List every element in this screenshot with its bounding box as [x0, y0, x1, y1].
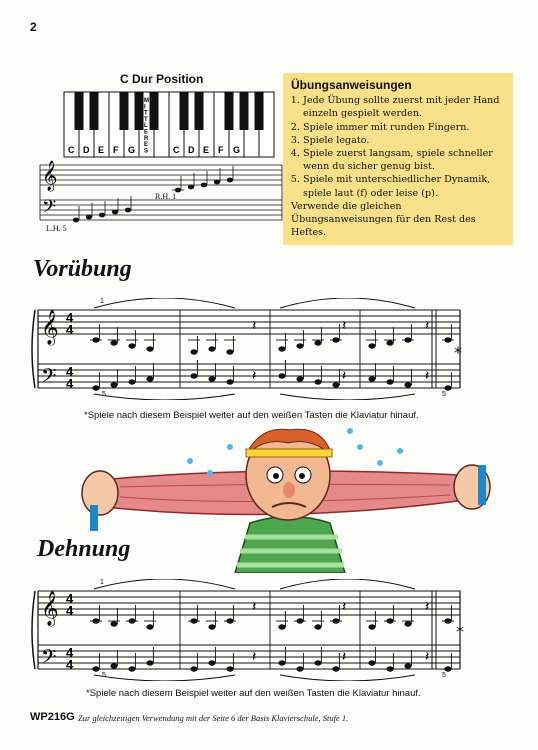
quarter-rest-icon: 𝄽 [342, 318, 347, 334]
asterisk-mark: * [454, 343, 462, 362]
key-letter: F [113, 145, 119, 155]
instruction-item: 5. Spiele mit unterschiedlicher Dynamik, spiele laut (f) oder leise (p). [303, 173, 505, 199]
note-head [314, 624, 321, 629]
note-head [208, 660, 215, 665]
middle-c-label: E [144, 142, 149, 149]
note-head [278, 624, 285, 629]
quarter-rest-icon: 𝄽 [252, 599, 257, 615]
key-letter: D [83, 145, 90, 155]
quarter-rest-icon: 𝄽 [252, 318, 257, 334]
note-head [444, 666, 451, 671]
note-head [296, 666, 303, 671]
bass-clef-icon: 𝄢 [41, 364, 57, 392]
note-head [128, 343, 135, 348]
instructions-footer: Verwende die gleichen Übungsanweisungen für den Rest des Heftes. [291, 200, 476, 239]
note-head [146, 624, 153, 629]
middle-c-label: M [144, 98, 149, 104]
note-head [404, 382, 411, 387]
section-title-voruebung: Vorübung [33, 256, 132, 282]
finger-number-top: 1 [100, 298, 104, 305]
note-head [332, 382, 339, 387]
finger-number-top: 1 [100, 579, 104, 586]
rh-label: R.H. 1 [155, 192, 177, 201]
note-head [110, 382, 117, 387]
note-head [368, 376, 375, 381]
middle-c-label: S [144, 148, 149, 155]
note-head [110, 621, 117, 626]
middle-c-label: T [144, 116, 148, 123]
quarter-rest-icon: 𝄽 [425, 649, 430, 665]
note-head [332, 666, 339, 671]
instruction-item: 3. Spiele legato. [303, 134, 505, 147]
section-title-dehnung: Dehnung [37, 536, 131, 562]
note-head [226, 349, 233, 354]
note-head [386, 666, 393, 671]
quarter-rest-icon: 𝄽 [425, 599, 430, 615]
note-head [278, 660, 285, 665]
middle-c-label: L [144, 123, 148, 130]
keyboard-keys [64, 90, 274, 157]
key-letter: D [188, 145, 195, 155]
note-head [444, 385, 451, 390]
note-head [296, 376, 303, 381]
footer-code: WP216G [30, 711, 75, 723]
finger-number-bottom: 5 [102, 672, 106, 679]
note-head [368, 624, 375, 629]
bass-clef-icon: 𝄢 [42, 197, 57, 222]
finger-number-bottom-end: 5 [442, 672, 446, 679]
instructions-title: Übungsanweisungen [291, 78, 412, 92]
note-head [190, 666, 197, 671]
quarter-rest-icon: 𝄽 [342, 649, 347, 665]
black-key [75, 92, 84, 130]
bass-clef-icon: 𝄢 [41, 645, 57, 673]
time-signature: 4 [66, 364, 74, 379]
black-key [135, 92, 144, 130]
time-signature: 4 [66, 376, 74, 391]
quarter-rest-icon: 𝄽 [252, 649, 257, 665]
key-letter: E [98, 145, 105, 155]
note-head [404, 663, 411, 668]
page-number: 2 [30, 20, 37, 34]
time-signature: 4 [66, 603, 74, 618]
lh-label: L.H. 5 [46, 224, 67, 233]
key-letter: E [203, 145, 210, 155]
instruction-item: 1. Jede Übung sollte zuerst mit jeder Hand einzeln gespielt werden. [303, 94, 505, 120]
black-key [90, 92, 99, 130]
note-head [296, 343, 303, 348]
middle-c-label: E [144, 129, 149, 136]
instruction-item: 4. Spiele zuerst langsam, spiele schneller wenn du sicher genug bist. [303, 147, 505, 173]
middle-c-label: I [144, 104, 146, 111]
note-head [208, 624, 215, 629]
note-head [314, 379, 321, 384]
quarter-rest-icon: 𝄽 [342, 368, 347, 384]
key-letter: C [68, 145, 75, 155]
note-head [190, 373, 197, 378]
instruction-item: 2. Spiele immer mit runden Fingern. [303, 121, 505, 134]
note-head [208, 346, 215, 351]
note-head [128, 666, 135, 671]
key-letter: F [218, 145, 224, 155]
note-head [146, 660, 153, 665]
note-head [190, 349, 197, 354]
section-note: *Spiele nach diesem Beispiel weiter auf den weißen Tasten die Klaviatur hinauf. [86, 688, 421, 699]
note-head [92, 666, 99, 671]
note-head [110, 663, 117, 668]
section-note: *Spiele nach diesem Beispiel weiter auf den weißen Tasten die Klaviatur hinauf. [84, 410, 419, 421]
note-head [368, 343, 375, 348]
black-key [225, 92, 234, 130]
instructions-box [283, 73, 513, 245]
quarter-rest-icon: 𝄽 [342, 599, 347, 615]
black-key [195, 92, 204, 130]
note-head [92, 385, 99, 390]
note-head [386, 379, 393, 384]
asterisk-mark: * [456, 622, 464, 641]
keyboard-diagram [36, 86, 286, 246]
note-head [404, 621, 411, 626]
black-key [240, 92, 249, 130]
note-head [146, 346, 153, 351]
note-head [314, 340, 321, 345]
note-head [278, 373, 285, 378]
grand-staff-dehnung [30, 579, 470, 681]
black-key [120, 92, 129, 130]
note-head [226, 666, 233, 671]
quarter-rest-icon: 𝄽 [425, 318, 430, 334]
note-head [208, 376, 215, 381]
treble-clef-icon: 𝄞 [41, 591, 59, 626]
black-key [150, 92, 159, 130]
note-head [146, 376, 153, 381]
key-letter: C [173, 145, 180, 155]
time-signature: 4 [66, 591, 74, 606]
treble-clef-icon: 𝄞 [42, 161, 58, 191]
treble-clef-icon: 𝄞 [41, 310, 59, 345]
time-signature: 4 [66, 322, 74, 337]
black-key [180, 92, 189, 130]
finger-number-bottom-end: 5 [442, 391, 446, 398]
time-signature: 4 [66, 645, 74, 660]
note-head [368, 660, 375, 665]
note-head [314, 660, 321, 665]
key-letter: G [128, 145, 136, 155]
note-head [386, 340, 393, 345]
middle-c-label: T [144, 110, 148, 117]
note-head [278, 346, 285, 351]
time-signature: 4 [66, 310, 74, 325]
time-signature: 4 [66, 657, 74, 672]
instructions-list [291, 94, 505, 200]
note-head [128, 379, 135, 384]
black-key [255, 92, 264, 130]
note-head [110, 340, 117, 345]
keyboard-title: C Dur Position [120, 72, 204, 86]
footer-text: Zur gleichzeitigen Verwendung mit der Seite 6 der Basis Klavierschule, Stufe 1. [78, 713, 349, 723]
middle-c-label: R [144, 135, 149, 142]
quarter-rest-icon: 𝄽 [425, 368, 430, 384]
finger-number-bottom: 5 [102, 391, 106, 398]
grand-staff-voruebung [30, 298, 470, 400]
note-head [226, 379, 233, 384]
quarter-rest-icon: 𝄽 [252, 368, 257, 384]
key-letter: G [233, 145, 241, 155]
